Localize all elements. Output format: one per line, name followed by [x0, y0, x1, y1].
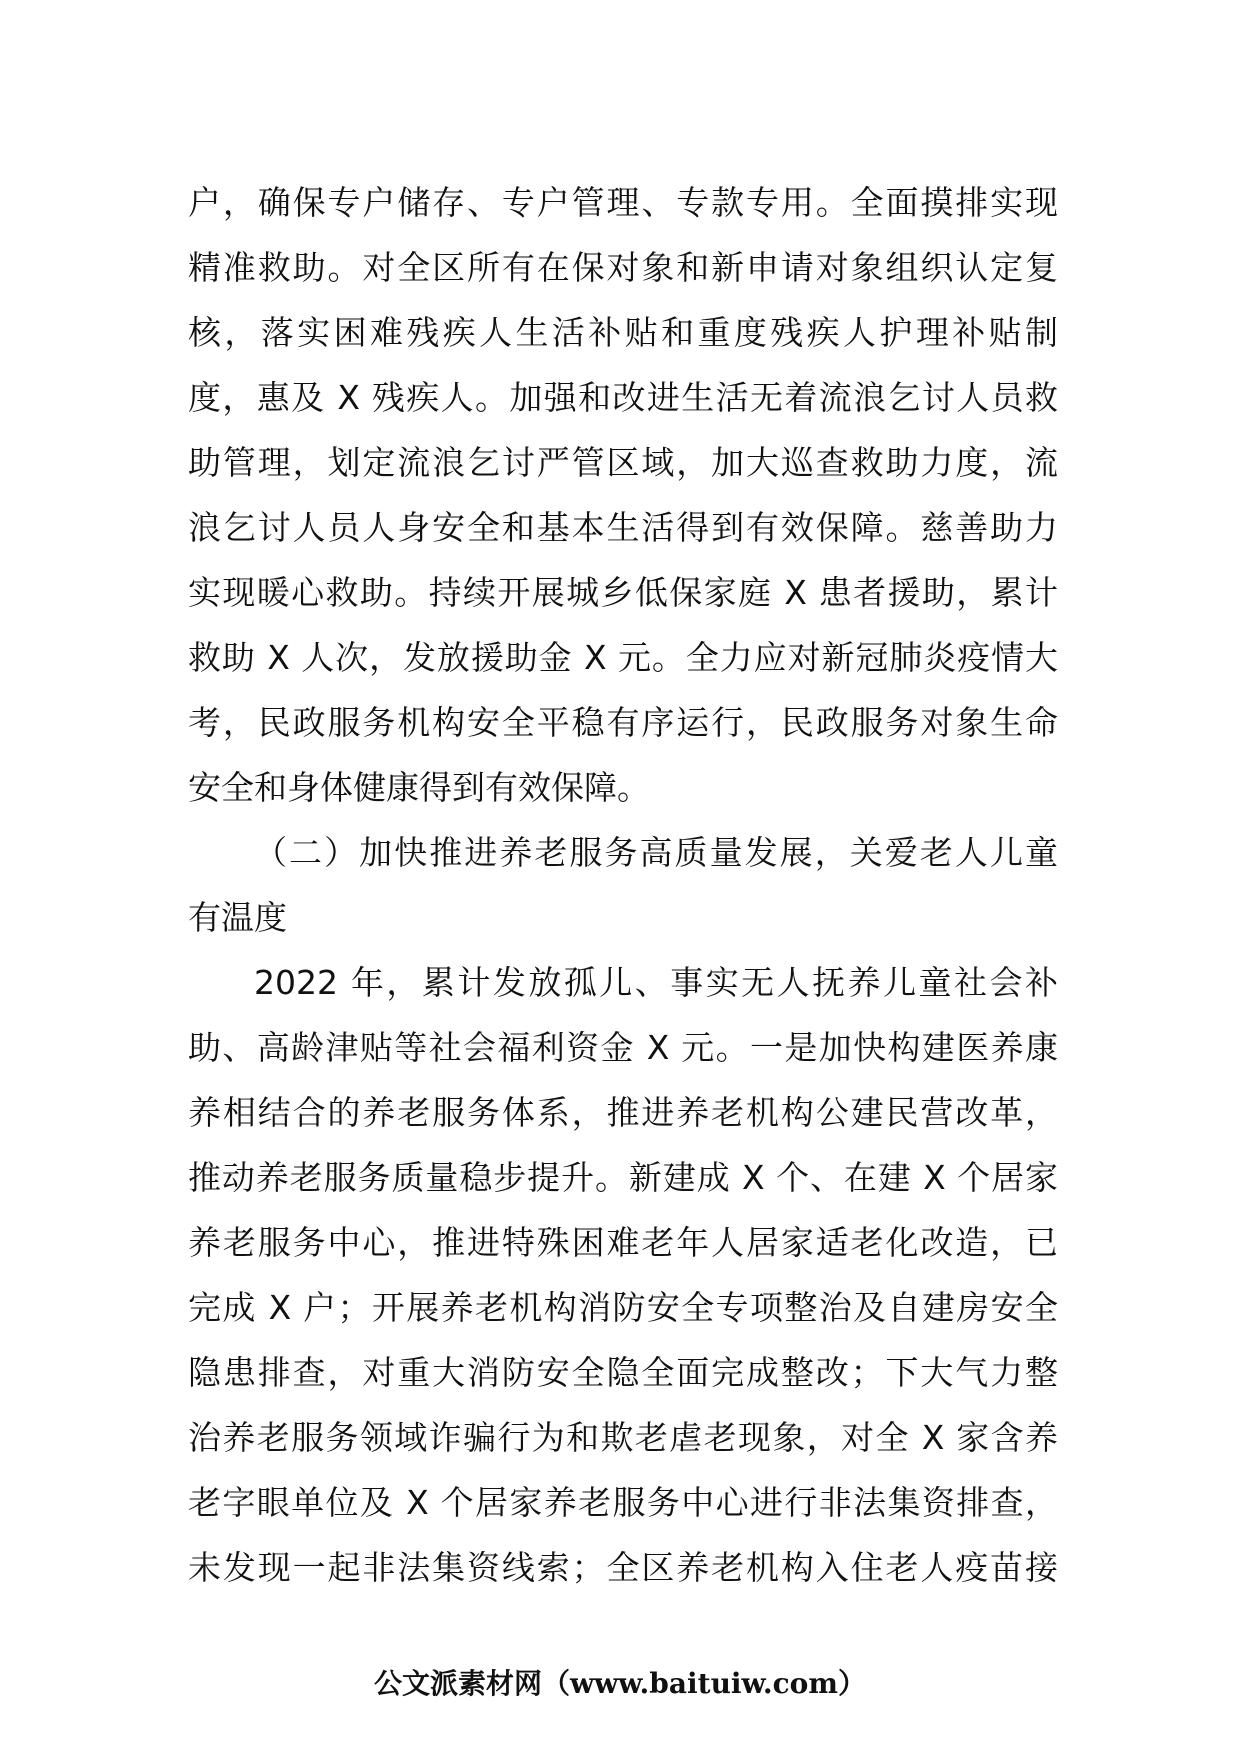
text-line: 养相结合的养老服务体系，推进养老机构公建民营改革，: [188, 1093, 1058, 1132]
document-body: [188, 170, 1058, 1600]
text-line: 核，落实困难残疾人生活补贴和重度残疾人护理补贴制: [188, 313, 1058, 352]
text-line: 治养老服务领域诈骗行为和欺老虐老现象，对全 X 家含养: [188, 1418, 1058, 1457]
text-line: 考，民政服务机构安全平稳有序运行，民政服务对象生命: [188, 703, 1058, 742]
text-line: 助、高龄津贴等社会福利资金 X 元。一是加快构建医养康: [188, 1028, 1058, 1067]
text-line: 精准救助。对全区所有在保对象和新申请对象组织认定复: [188, 248, 1058, 287]
section-heading-line: 有温度: [188, 898, 287, 937]
text-line: 老字眼单位及 X 个居家养老服务中心进行非法集资排查，: [188, 1483, 1058, 1522]
text-line: 养老服务中心，推进特殊困难老年人居家适老化改造，已: [188, 1223, 1058, 1262]
text-line: 救助 X 人次，发放援助金 X 元。全力应对新冠肺炎疫情大: [188, 638, 1058, 677]
footer-watermark: 公文派素材网（www.baituiw.com）: [374, 1667, 866, 1700]
text-line: 未发现一起非法集资线索；全区养老机构入住老人疫苗接: [188, 1548, 1058, 1587]
text-line: 实现暖心救助。持续开展城乡低保家庭 X 患者援助，累计: [188, 573, 1058, 612]
text-line: 户，确保专户储存、专户管理、专款专用。全面摸排实现: [188, 183, 1058, 222]
text-line: 浪乞讨人员人身安全和基本生活得到有效保障。慈善助力: [188, 508, 1058, 547]
section-heading-line: （二）加快推进养老服务高质量发展，关爱老人儿童: [254, 833, 1058, 872]
text-line: 助管理，划定流浪乞讨严管区域，加大巡查救助力度，流: [188, 443, 1058, 482]
text-line: 隐患排查，对重大消防安全隐全面完成整改；下大气力整: [188, 1353, 1058, 1392]
text-line: 完成 X 户；开展养老机构消防安全专项整治及自建房安全: [188, 1288, 1058, 1327]
text-line: 度，惠及 X 残疾人。加强和改进生活无着流浪乞讨人员救: [188, 378, 1058, 417]
text-line: 安全和身体健康得到有效保障。: [188, 768, 650, 807]
text-line: 推动养老服务质量稳步提升。新建成 X 个、在建 X 个居家: [188, 1158, 1058, 1197]
text-line: 2022 年，累计发放孤儿、事实无人抚养儿童社会补: [254, 963, 1058, 1002]
